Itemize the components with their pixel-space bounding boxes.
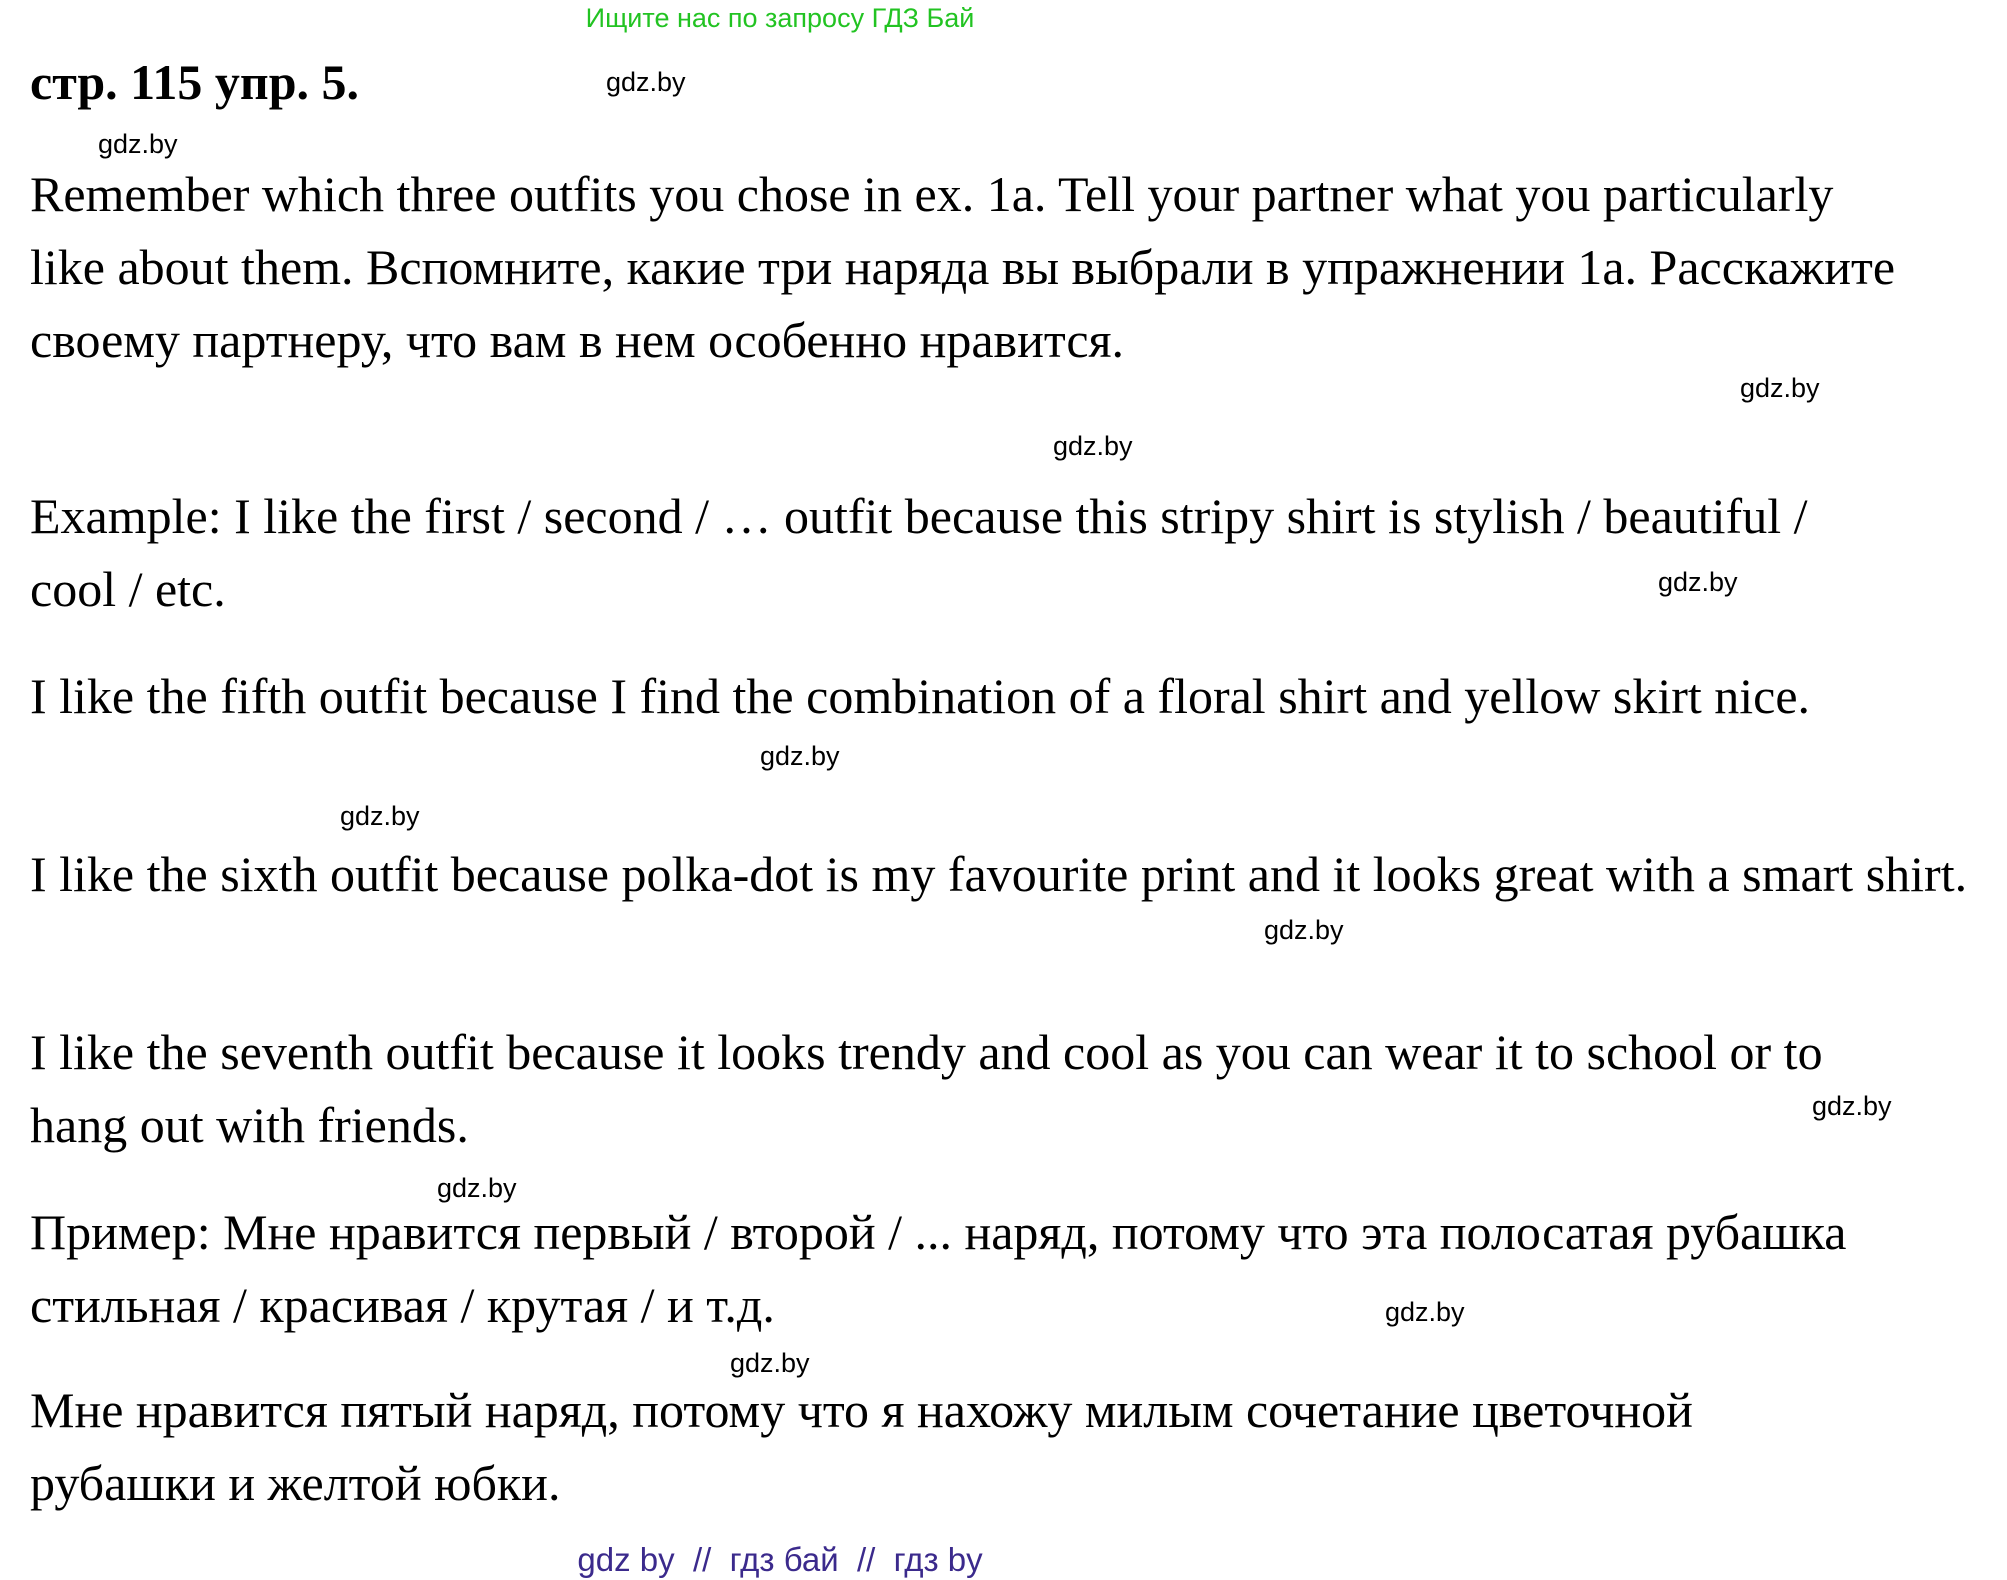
answer-translation: Мне нравится пятый наряд, потому что я нахожу милым сочетание цветочной рубашки и желтой юбки. <box>30 1382 1693 1511</box>
watermark: gdz.by <box>1740 373 1820 403</box>
watermark: gdz.by <box>1658 567 1738 597</box>
watermark: gdz.by <box>340 801 420 831</box>
watermark: gdz.by <box>1812 1091 1892 1121</box>
watermark: gdz.by <box>730 1348 810 1378</box>
footer-links: gdz by // гдз бай // гдз by <box>577 1541 983 1578</box>
watermark: gdz.by <box>98 129 178 159</box>
answer-fifth-outfit: I like the fifth outfit because I find the combination of a floral shirt and yellow skirt nice. <box>30 668 1811 724</box>
answer-seventh-outfit: I like the seventh outfit because it looks trendy and cool as you can wear it to school or to hang out with friends. <box>30 1024 1823 1153</box>
watermark: gdz.by <box>1385 1297 1465 1327</box>
task-text: Remember which three outfits you chose in ex. 1a. Tell your partner what you particularly like about them. Вспомните, какие три наряда вы выбрали в упражнении 1а. Расскажите своему партнеру, что вам в нем особенно нравится. <box>30 166 1896 368</box>
watermark: gdz.by <box>606 67 686 97</box>
search-banner: Ищите нас по запросу ГДЗ Бай <box>585 3 975 33</box>
watermark: gdz.by <box>760 741 840 771</box>
exercise-heading: стр. 115 упр. 5. <box>30 54 360 110</box>
answer-sixth-outfit: I like the sixth outfit because polka-dot is my favourite print and it looks great with a smart shirt. <box>30 846 1968 902</box>
watermark: gdz.by <box>437 1173 517 1203</box>
example-translation: Пример: Мне нравится первый / второй / ... наряд, потому что эта полосатая рубашка стильная / красивая / крутая / и т.д. <box>30 1204 1847 1333</box>
watermark: gdz.by <box>1053 431 1133 461</box>
example-text: Example: I like the first / second / … outfit because this stripy shirt is stylish / beautiful / cool / etc. <box>30 488 1808 617</box>
watermark: gdz.by <box>1264 915 1344 945</box>
